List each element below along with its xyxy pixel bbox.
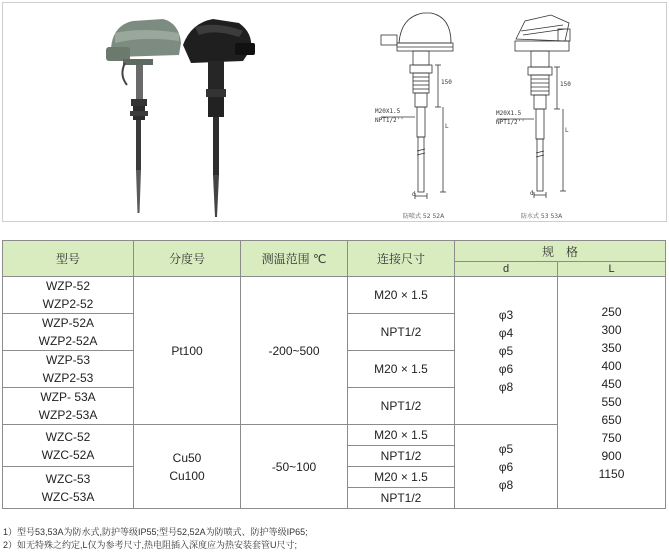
model-name: WZP2-52A — [38, 334, 98, 348]
header-range: 测温范围 ℃ — [241, 241, 348, 277]
range-pt100: -200~500 — [241, 277, 348, 425]
d-value: φ5 — [498, 441, 514, 456]
header-connection: 连接尺寸 — [348, 241, 455, 277]
model-name: WZP-52A — [41, 316, 94, 330]
footnotes — [3, 526, 308, 552]
model-name: WZP2-52 — [42, 297, 94, 311]
d-values-cu — [455, 425, 558, 509]
connection-cell: NPT1/2 — [348, 488, 455, 509]
d-value: φ8 — [498, 379, 514, 394]
model-name: WZC-53A — [41, 489, 95, 504]
d-value: φ6 — [498, 459, 514, 474]
drawing-left-caption: 防喷式 52 52A — [403, 213, 445, 220]
model-cell — [3, 425, 134, 467]
drawing-left-npt-label: NPT1/2'' — [375, 117, 404, 124]
drawing-right-dim-d: d — [530, 190, 534, 197]
header-L: L — [558, 262, 666, 277]
header-d: d — [455, 262, 558, 277]
model-name: WZC-53 — [45, 471, 91, 486]
model-name: WZC-52 — [45, 429, 91, 444]
d-value: φ6 — [498, 361, 514, 376]
drawing-left — [381, 13, 453, 199]
L-value: 1150 — [598, 466, 625, 481]
graduation-name: Cu100 — [169, 468, 205, 483]
product-figure — [2, 2, 667, 222]
header-model: 型号 — [3, 241, 134, 277]
connection-cell: M20 × 1.5 — [348, 467, 455, 488]
graduation-pt100: Pt100 — [134, 277, 241, 425]
L-value: 900 — [601, 448, 622, 463]
connection-cell: M20 × 1.5 — [348, 425, 455, 446]
d-values-pt100 — [455, 277, 558, 425]
model-cell — [3, 467, 134, 509]
d-value: φ3 — [498, 307, 514, 322]
footnote: 2）如无特殊之约定,L仅为参考尺寸,热电阻插入深度应为热安装套管U尺寸; — [3, 540, 298, 550]
photo-sensor-green — [106, 19, 181, 213]
photo-sensor-black — [183, 19, 255, 217]
drawing-left-thread-label: M20X1.5 — [375, 108, 401, 115]
drawing-left-dim-d: d — [412, 191, 416, 198]
connection-cell: NPT1/2 — [348, 446, 455, 467]
L-values — [558, 277, 666, 509]
drawing-right-npt-label: NPT1/2'' — [496, 119, 525, 126]
L-value: 350 — [601, 340, 622, 355]
L-value: 550 — [601, 394, 622, 409]
model-name: WZC-52A — [41, 447, 95, 462]
L-value: 250 — [601, 304, 622, 319]
model-cell — [3, 277, 134, 314]
header-spec: 规 格 — [455, 241, 666, 262]
d-value: φ8 — [498, 477, 514, 492]
model-name: WZP2-53 — [42, 371, 94, 385]
model-name: WZP2-53A — [38, 408, 98, 422]
range-cu: -50~100 — [241, 425, 348, 509]
spec-table — [2, 240, 666, 509]
L-value: 400 — [601, 358, 622, 373]
drawing-left-dim-150: 150 — [441, 79, 452, 86]
drawing-right-caption: 防水式 53 53A — [521, 213, 563, 220]
connection-cell: M20 × 1.5 — [348, 277, 455, 314]
model-cell — [3, 314, 134, 351]
d-value: φ4 — [498, 325, 514, 340]
drawing-left-dim-l: L — [445, 123, 449, 130]
L-value: 450 — [601, 376, 622, 391]
connection-cell: NPT1/2 — [348, 314, 455, 351]
graduation-name: Cu50 — [172, 450, 202, 465]
product-drawings — [3, 3, 668, 223]
model-cell — [3, 351, 134, 388]
header-graduation: 分度号 — [134, 241, 241, 277]
footnote: 1）型号53,53A为防水式,防护等级IP55;型号52,52A为防喷式、防护等级IP65; — [3, 527, 308, 537]
connection-cell: NPT1/2 — [348, 388, 455, 425]
L-value: 300 — [601, 322, 622, 337]
connection-cell: M20 × 1.5 — [348, 351, 455, 388]
model-name: WZP-53 — [45, 353, 90, 367]
d-value: φ5 — [498, 343, 514, 358]
drawing-right-dim-150: 150 — [560, 81, 571, 88]
graduation-cu — [134, 425, 241, 509]
drawing-right-dim-l: L — [565, 127, 569, 134]
model-name: WZP-52 — [45, 279, 90, 293]
drawing-right-thread-label: M20X1.5 — [496, 110, 522, 117]
drawing-right — [497, 15, 570, 198]
L-value: 650 — [601, 412, 622, 427]
model-name: WZP- 53A — [40, 390, 96, 404]
L-value: 750 — [601, 430, 622, 445]
model-cell — [3, 388, 134, 425]
